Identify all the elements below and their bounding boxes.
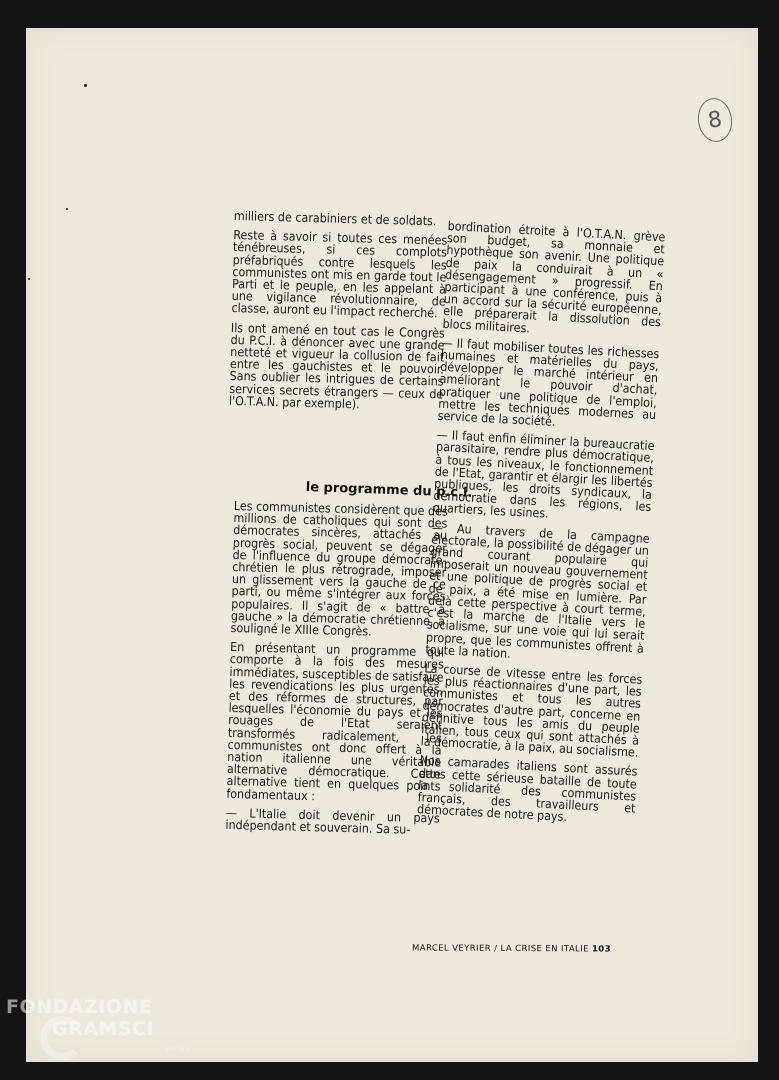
section-title: le programme du p.c.i.	[305, 480, 473, 501]
paragraph: En présentant un programme qui comporte à la fois des mesures immédiates, susceptibles de satisfaire les revendications les plus urgentes, et des réformes de structures, par lesquelles l'économie du pays et les rouages de l'Etat seraient transformés radicalement, les communistes ont donc offert à la nation italienne une véritable alternative démocratique. Cette alternative tient en quelques points fondamentaux :	[226, 639, 445, 803]
page-footer	[412, 943, 611, 954]
paragraph: Les communistes considèrent que des millions de catholiques qui sont des démocrates sincères, attachés au progrès social, peuvent se dégager de l'influence du groupe démocrate-chrétien le plus rétrograde, imposer un glissement vers la gauche de ce parti, ou même s'intégrer aux forces populaires. Il s'agit de « battre à gauche » la démocratie chrétienne, a souligné le XIIIe Congrès.	[230, 498, 448, 639]
left-column	[229, 210, 448, 420]
archive-watermark	[6, 996, 190, 1053]
page-number: 103	[591, 944, 611, 955]
running-head: MARCEL VEYRIER / LA CRISE EN ITALIE	[411, 943, 589, 955]
paragraph: — Il faut enfin éliminer la bureaucratie parasitaire, rendre plus démocratique, à tous les niveaux, le fonctionnement de l'Etat, garantir et élargir les libertés publiques, les droits syndicaux, la démocratie dans les régions, les quartiers, les usines.	[432, 426, 655, 522]
speck	[28, 278, 30, 280]
paragraph: milliers de carabiniers et de soldats.	[233, 208, 437, 229]
handwritten-page-mark: 8	[695, 96, 735, 144]
speck	[66, 208, 68, 210]
paragraph: Ils ont amené en tout cas le Congrès du P.C.I. à dénoncer avec une grande netteté et vigueur la collusion de fait entre les gauchistes et le pouvoir. Sans oublier les intrigues de certains services secrets étrangers — ceux de l'O.T.A.N. par exemple).	[228, 319, 446, 412]
right-column	[416, 220, 665, 834]
speck	[84, 84, 87, 87]
paragraph: bordination étroite à l'O.T.A.N. grève son budget, sa monnaie et hypothèque son avenir. Une politique de paix la conduirait à un « désengagement » progressif. En participant à une conférence, puis à un accord sur la sécurité européenne, elle préparerait la dissolution des blocs militaires.	[442, 218, 666, 336]
watermark-small: onlus	[166, 1044, 190, 1053]
paragraph: — Au travers de la campagne électorale, la possibilité de dégager un grand courant populaire qui imposerait un nouveau gouvernement et une politique de progrès social et de paix, a été mise en lumière. Par delà cette perspective à court terme, c'est la marche de l'Italie vers le socialisme, sur une voie qui lui serait propre, que les communistes offrent à toute la nation.	[425, 519, 651, 661]
watermark-line2: GRAMSCI	[52, 1018, 155, 1040]
watermark-logo-icon	[40, 1016, 84, 1060]
left-column-continued	[225, 500, 448, 844]
watermark-line1: FONDAZIONE	[6, 996, 153, 1018]
document-page	[26, 28, 758, 1062]
paragraph: — L'Italie doit devenir un pays indépendant et souverain. Sa su-	[225, 804, 440, 837]
paragraph: Nos camarades italiens sont assurés dans cette sérieuse bataille de toute la solidarité des communistes français, des travailleurs et démocrates de notre pays.	[416, 752, 638, 825]
paragraph: La course de vitesse entre les forces les plus réactionnaires d'une part, les communistes et tous les autres démocrates d'autre part, concerne en définitive tous les amis du peuple italien, tous ceux qui sont attachés à la démocratie, à la paix, au socialisme.	[420, 660, 643, 760]
paragraph: — Il faut mobiliser toutes les richesses humaines et matérielles du pays, développer le marché intérieur en améliorant le pouvoir d'achat, pratiquer une politique de l'emploi, mettre les techniques modernes au service de la société.	[437, 334, 660, 429]
paragraph: Reste à savoir si toutes ces menées ténébreuses, si ces complots préfabriqués contre lesquels les communistes ont mis en garde tout le Parti et le peuple, en les appelant à une vigilance révolutionnaire, de classe, auront eu l'impact recherché.	[231, 227, 448, 321]
